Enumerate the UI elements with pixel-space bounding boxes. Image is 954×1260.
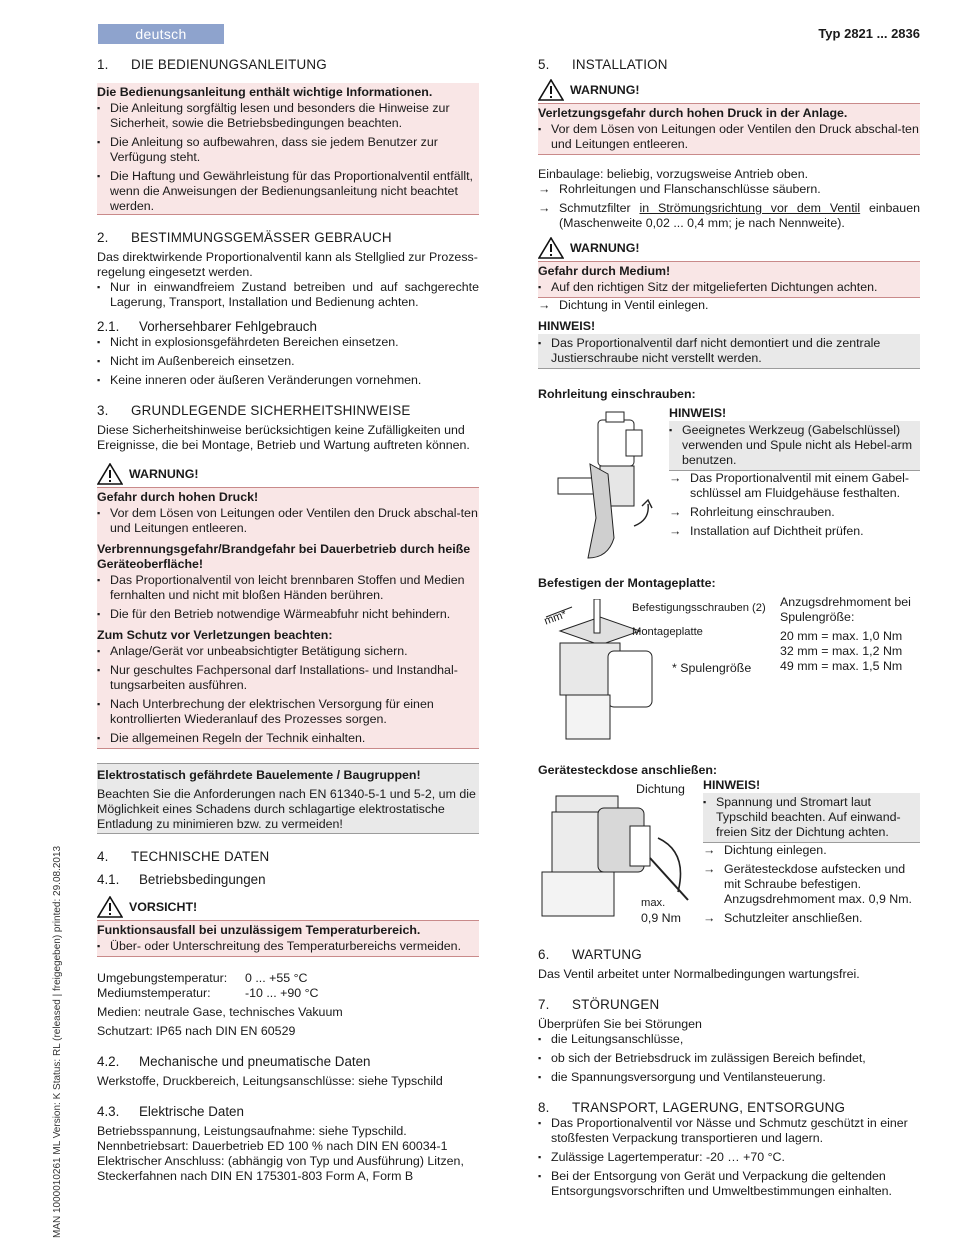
section-7-list — [538, 1032, 920, 1085]
section-1-list — [97, 101, 479, 214]
list-item: ▪ Keine inneren oder äußeren Veränderungen vornehmen. — [97, 373, 479, 388]
note-list — [669, 423, 920, 468]
install-steps — [538, 182, 920, 231]
section-1-info-box — [97, 83, 479, 215]
list-item: → Schmutzfilter in Strömungsrichtung vor dem Ventil einbauen (Maschenweite 0,02 ... 0,4 mm; je nach Nennweite). — [538, 201, 920, 231]
list-item: ▪ Auf den richtigen Sitz der mitgelieferten Dichtungen achten. — [538, 280, 920, 295]
section-5-heading: 5. INSTALLATION — [538, 57, 668, 72]
electrical-line: Nennbetriebsart: Dauerbetrieb ED 100 % nach DIN EN 60034-1 — [97, 1139, 448, 1153]
section-4-heading: 4. TECHNISCHE DATEN — [97, 849, 270, 864]
pipe-steps — [669, 471, 920, 539]
note-box — [669, 421, 920, 471]
list-item: → Dichtung in Ventil einlegen. — [538, 298, 920, 313]
note-heading: HINWEIS! — [703, 778, 761, 792]
list-item: ▪ Die Anleitung sorgfältig lesen und besonders die Hinweise zur Sicherheit, sowie die Betriebsbedingungen beachten. — [97, 101, 479, 131]
list-item: ▪ Die für den Betrieb notwendige Wärmeabfuhr nicht behindern. — [97, 607, 479, 622]
list-item: → Rohrleitung einschrauben. — [669, 505, 920, 520]
warning-list — [97, 644, 479, 748]
section-8-heading: 8. TRANSPORT, LAGERUNG, ENTSORGUNG — [538, 1100, 846, 1115]
electrical-line: Betriebsspannung, Leistungsaufnahme: siehe Typschild. — [97, 1124, 407, 1138]
list-item: ▪ Anlage/Gerät vor unbeabsichtigter Betätigung sichern. — [97, 644, 479, 659]
list-item: ▪ Die Haftung und Gewährleistung für das Proportionalventil entfällt, wenn die Anweisungen der Bedienungsanleitung nicht beachtet werden. — [97, 169, 479, 214]
warning-title: Zum Schutz vor Verletzungen beachten: — [97, 628, 333, 642]
note-heading: HINWEIS! — [538, 319, 596, 333]
pipe-title: Rohrleitung einschrauben: — [538, 387, 696, 401]
section-2-heading: 2. BESTIMMUNGSGEMÄSSER GEBRAUCH — [97, 230, 392, 245]
list-item: ▪ Nach Unterbrechung der elektrischen Versorgung für einen kontrollierten Wiederanlauf des Prozesses sorgen. — [97, 697, 479, 727]
section-6-heading: 6. WARTUNG — [538, 947, 642, 962]
medium-warning-box — [538, 262, 920, 298]
list-item: ▪ Nicht in explosionsgefährdeten Bereichen einsetzen. — [97, 335, 479, 350]
install-warning-box — [538, 104, 920, 155]
warning-title: Verbrennungsgefahr/Brandgefahr bei Dauerbetrieb durch heiße Geräteoberfläche! — [97, 542, 471, 571]
warning-list — [97, 573, 479, 622]
section-2-1-list — [97, 335, 479, 388]
document-type: Typ 2821 ... 2836 — [818, 26, 920, 41]
note-list — [703, 795, 920, 840]
list-item: ▪ Nur in einwandfreiem Zustand betreiben und auf sachgerechte Lagerung, Transport, Installation und Bedienung achten. — [97, 280, 479, 310]
temperature-table — [97, 971, 479, 1001]
warning-icon — [538, 237, 564, 259]
ambient-temperature-row: Umgebungstemperatur: 0 ... +55 °C — [97, 971, 308, 985]
caution-header: VORSICHT! — [97, 894, 479, 921]
note-list — [538, 336, 920, 366]
list-item: ▪ Vor dem Lösen von Leitungen oder Ventilen den Druck abschal-ten und Leitungen entleeren. — [538, 122, 920, 152]
socket-title: Gerätesteckdose anschließen: — [538, 763, 718, 777]
section-4-2-heading: 4.2. Mechanische und pneumatische Daten — [97, 1054, 371, 1069]
section-8-list — [538, 1116, 920, 1199]
medium-warning-header: WARNUNG! — [538, 235, 920, 262]
socket-block — [538, 778, 920, 946]
warning-icon — [97, 896, 123, 918]
list-item: ▪ Nicht im Außenbereich einsetzen. — [97, 354, 479, 369]
caution-box — [97, 921, 479, 957]
list-item: → Dichtung einlegen. — [703, 843, 920, 858]
socket-illustration — [538, 782, 698, 932]
list-item: ▪ Über- oder Unterschreitung des Temperaturbereichs vermeiden. — [97, 939, 479, 954]
torque-title: Anzugsdrehmoment bei Spulengröße: — [780, 595, 911, 624]
pipe-wrench-illustration — [538, 408, 663, 566]
language-tab: deutsch — [98, 24, 224, 44]
esd-box — [97, 763, 479, 834]
list-item: → Das Proportionalventil mit einem Gabel-schlüssel am Fluidgehäuse festhalten. — [669, 471, 920, 501]
section-2-list — [97, 280, 479, 310]
note-box — [538, 334, 920, 369]
coil-size-note: * Spulengröße — [672, 661, 752, 675]
section-2-text: Das direktwirkende Proportionalventil kann als Stellglied zur Prozess-regelung eingesetzt werden. — [97, 250, 478, 279]
section-4-1-heading: 4.1. Betriebsbedingungen — [97, 872, 266, 887]
section-3-warning-header: WARNUNG! — [97, 461, 479, 488]
esd-text: Beachten Sie die Anforderungen nach EN 61340-5-1 und 5-2, um die Möglichkeit eines Schadens durch schlagartige elektrostatische Entladung zu minimieren bzw. zu vermeiden! — [97, 787, 476, 831]
section-3-warning-box — [97, 488, 479, 749]
list-item: → Schutzleiter anschließen. — [703, 911, 920, 926]
list-item: → Installation auf Dichtheit prüfen. — [669, 524, 920, 539]
section-4-3-heading: 4.3. Elektrische Daten — [97, 1104, 244, 1119]
max-torque-label: 0,9 Nm — [641, 911, 681, 925]
section-1-box-title: Die Bedienungsanleitung enthält wichtige Informationen. — [97, 85, 433, 99]
warning-title: Verletzungsgefahr durch hohen Druck in der Anlage. — [538, 106, 848, 120]
caution-list — [97, 939, 479, 956]
warning-list — [97, 506, 479, 536]
note-box — [703, 793, 920, 843]
warning-title: Gefahr durch hohen Druck! — [97, 490, 259, 504]
mounting-text: Einbaulage: beliebig, vorzugsweise Antrieb oben. — [538, 167, 809, 181]
warning-title: Gefahr durch Medium! — [538, 264, 671, 278]
section-1-heading: 1. DIE BEDIENUNGSANLEITUNG — [97, 57, 327, 72]
note-heading: HINWEIS! — [669, 406, 727, 420]
warning-list — [538, 280, 920, 297]
plate-screw-label: Befestigungsschrauben (2) — [632, 602, 766, 614]
esd-title: Elektrostatisch gefährdete Bauelemente / Baugruppen! — [97, 768, 421, 782]
list-item: ▪ die Leitungsanschlüsse, — [538, 1032, 920, 1047]
section-7-text: Überprüfen Sie bei Störungen — [538, 1017, 702, 1031]
plate-title: Befestigen der Montageplatte: — [538, 576, 716, 590]
section-4-2-text: Werkstoffe, Druckbereich, Leitungsanschlüsse: siehe Typschild — [97, 1074, 443, 1088]
list-item: ▪ Zulässige Lagertemperatur: -20 … +70 °C. — [538, 1150, 920, 1165]
warning-list — [538, 122, 920, 154]
section-3-heading: 3. GRUNDLEGENDE SICHERHEITSHINWEISE — [97, 403, 411, 418]
list-item: ▪ Das Proportionalventil vor Nässe und Schmutz geschützt in einer stoßfesten Verpackung transportieren und lagern. — [538, 1116, 920, 1146]
max-label: max. — [641, 897, 666, 909]
list-item: ▪ ob sich der Betriebsdruck im zulässigen Bereich befindet, — [538, 1051, 920, 1066]
plate-block — [538, 591, 920, 751]
warning-icon — [97, 463, 123, 485]
document-sidebar-info: MAN 1000010261 ML Version: K Status: RL (released | freigegeben) printed: 29.08.2013 — [52, 845, 63, 1238]
list-item: ▪ Das Proportionalventil darf nicht demontiert und die zentrale Justierschraube nicht verstellt werden. — [538, 336, 920, 366]
left-column — [97, 56, 479, 1184]
torque-line: 20 mm = max. 1,0 Nm — [780, 629, 903, 643]
list-item: → Gerätesteckdose aufstecken und mit Schraube befestigen. Anzugsdrehmoment max. 0,9 Nm. — [703, 862, 920, 907]
socket-steps — [703, 843, 920, 926]
right-column — [538, 56, 920, 1199]
list-item: ▪ Nur geschultes Fachpersonal darf Installations- und Instandhal-tungsarbeiten ausführen. — [97, 663, 479, 693]
torque-block — [780, 595, 920, 674]
media-text: Medien: neutrale Gase, technisches Vakuum — [97, 1005, 343, 1019]
caution-title: Funktionsausfall bei unzulässigem Temperaturbereich. — [97, 923, 421, 937]
list-item: ▪ Geeignetes Werkzeug (Gabelschlüssel) verwenden und Spule nicht als Hebel-arm benutzen. — [669, 423, 920, 468]
plate-label: Montageplatte — [632, 626, 703, 638]
list-item: ▪ Das Proportionalventil von leicht brennbaren Stoffen und Medien fernhalten und nicht mit bloßen Händen berühren. — [97, 573, 479, 603]
list-item: ▪ Vor dem Lösen von Leitungen oder Ventilen den Druck abschal-ten und Leitungen entleeren. — [97, 506, 479, 536]
section-7-heading: 7. STÖRUNGEN — [538, 997, 660, 1012]
torque-line: 49 mm = max. 1,5 Nm — [780, 659, 903, 673]
seal-label: Dichtung — [636, 782, 685, 796]
list-item: ▪ die Spannungsversorgung und Ventilansteuerung. — [538, 1070, 920, 1085]
list-item: ▪ Die Anleitung so aufbewahren, dass sie jedem Benutzer zur Verfügung steht. — [97, 135, 479, 165]
section-2-1-heading: 2.1. Vorhersehbarer Fehlgebrauch — [97, 319, 317, 334]
electrical-line: Elektrischer Anschluss: (abhängig von Typ und Ausführung) Litzen, Steckerfahnen nach DIN EN 175301-803 Form A, Form B — [97, 1154, 464, 1183]
list-item: ▪ Spannung und Stromart laut Typschild beachten. Auf einwand-freien Sitz der Dichtung achten. — [703, 795, 920, 840]
plate-mm-label: mm* — [542, 608, 569, 628]
warning-icon — [538, 79, 564, 101]
pipe-block — [538, 402, 920, 572]
list-item: ▪ Die allgemeinen Regeln der Technik einhalten. — [97, 731, 479, 746]
install-warning-header: WARNUNG! — [538, 77, 920, 104]
medium-temperature-row: Mediumstemperatur: -10 ... +90 °C — [97, 986, 319, 1000]
list-item: → Rohrleitungen und Flanschanschlüsse säubern. — [538, 182, 920, 197]
section-3-text: Diese Sicherheitshinweise berücksichtigen keine Zufälligkeiten und Ereignisse, die bei Montage, Betrieb und Wartung auftreten können. — [97, 423, 470, 452]
section-6-text: Das Ventil arbeitet unter Normalbedingungen wartungsfrei. — [538, 967, 860, 981]
protection-text: Schutzart: IP65 nach DIN EN 60529 — [97, 1024, 296, 1038]
seal-step — [538, 298, 920, 313]
torque-line: 32 mm = max. 1,2 Nm — [780, 644, 903, 658]
list-item: ▪ Bei der Entsorgung von Gerät und Verpackung die geltenden Entsorgungsvorschriften und Umweltbestimmungen einhalten. — [538, 1169, 920, 1199]
